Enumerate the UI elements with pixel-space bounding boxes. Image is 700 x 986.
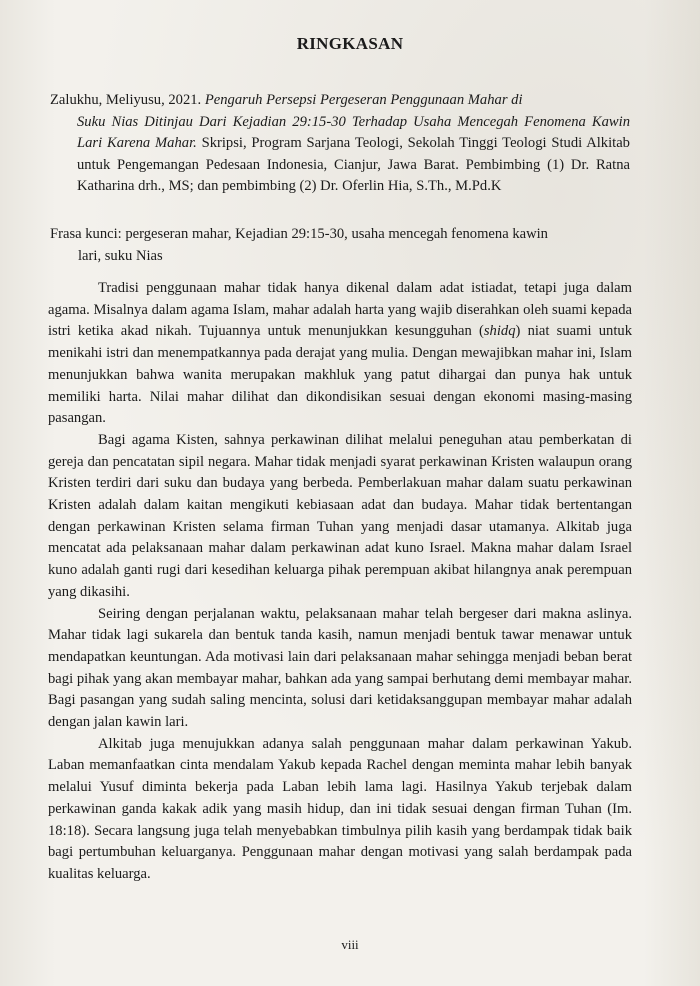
page-number: viii — [341, 937, 359, 952]
summary-body — [48, 278, 632, 886]
citation-details: Skripsi, Program Sarjana Teologi, Sekolah Tinggi Teologi Studi Alkitab untuk Pengemangan Pedesaan Indonesia, Cianjur, Jawa Barat. Pembimbing (1) Dr. Ratna Katharina drh., MS; dan pembimbing (2) Dr. Oferlin Hia, S.Th., M.Pd.K — [77, 135, 630, 194]
page-title: RINGKASAN — [296, 34, 404, 53]
keywords-continuation: lari, suku Nias — [78, 247, 163, 264]
paragraph-1-start: Tradisi penggunaan mahar tidak hanya dikenal dalam adat istiadat, tetapi juga dalam agama. Misalnya dalam agama Islam, mahar adalah harta yang wajib diserahkan oleh suami kepada istri ketika akad nikah. Tujuannya untuk menunjukkan kesungguhan ( — [48, 280, 632, 340]
paragraph-2: Bagi agama Kisten, sahnya perkawinan dilihat melalui peneguhan atau pemberkatan di gereja dan pencatatan sipil negara. Mahar tidak menjadi syarat perkawinan Kristen walaupun orang Kristen terdiri dari suku dan budaya yang berbeda. Pemberlakuan mahar dalam suatu perkawinan Kristen adalah dalam kaitan mengikuti kebiasaan adat dan budaya. Mahar tidak bertentangan dengan perkawinan Kristen selama firman Tuhan yang menjadi dasar utamanya. Alkitab juga mencatat ada pelaksanaan mahar dalam perkawinan adat kuno Israel. Makna mahar dalam Israel kuno adalah ganti rugi dari kesedihan keluarga pihak perempuan akibat hilangnya anak perempuan yang dikasihi. — [48, 431, 632, 600]
citation-rest — [50, 112, 630, 198]
paragraph-1-end: ) niat suami untuk menikahi istri dan menempatkannya pada derajat yang mulia. Dengan mewajibkan mahar ini, Islam menunjukkan bahwa wanita merupakan makhluk yang patut dihargai dan punya hak untuk memiliki harta. Nilai mahar dilihat dan dikondisikan sesuai dengan ekonomi masing-masing pasangan. — [48, 323, 632, 427]
bibliographic-citation — [50, 90, 630, 198]
paragraph-1-italic-term: shidq — [483, 323, 516, 340]
keywords — [50, 224, 630, 267]
keywords-first-line: Frasa kunci: pergeseran mahar, Kejadian 29:15-30, usaha mencegah fenomena kawin — [50, 226, 548, 242]
paragraph-3: Seiring dengan perjalanan waktu, pelaksanaan mahar telah bergeser dari makna aslinya. Mahar tidak lagi sukarela dan bentuk tanda kasih, namun menjadi bentuk tawar menawar untuk mendapatkan keuntungan. Ada motivasi lain dari pelaksanaan mahar sehingga menjadi beban berat bagi pihak yang akan membayar mahar, bahkan ada yang sampai berhutang demi membayar mahar. Bagi pasangan yang sudah saling mencinta, solusi dari ketidaksanggupan membayar mahar adalah dengan jalan kawin lari. — [48, 605, 632, 731]
citation-title-first: Pengaruh Persepsi Pergeseran Penggunaan Mahar di — [204, 92, 523, 108]
paragraph-4: Alkitab juga menujukkan adanya salah penggunaan mahar dalam perkawinan Yakub. Laban memanfaatkan cinta mendalam Yakub kepada Rachel dengan meminta mahar lebih banyak melalui Yusuf diminta bekerja pada Laban lebih lama lagi. Hasilnya Yakub terjebak dalam perkawinan ganda kakak adik yang masih hidup, dan ini tidak sesuai dengan firman Tuhan (Im. 18:18). Secara langsung juga telah menyebabkan timbulnya pilih kasih yang berdampak tidak baik bagi pertumbuhan keluarganya. Penggunaan mahar dengan motivasi yang salah berdampak pada kualitas keluarga. — [48, 735, 632, 882]
paragraph-1 — [48, 278, 632, 430]
citation-lead: Zalukhu, Meliyusu, 2021. — [50, 92, 202, 108]
citation-title-rest: Suku Nias Ditinjau Dari Kejadian 29:15-30 Terhadap Usaha Mencegah Fenomena Kawin Lari Karena Mahar. — [77, 113, 630, 151]
